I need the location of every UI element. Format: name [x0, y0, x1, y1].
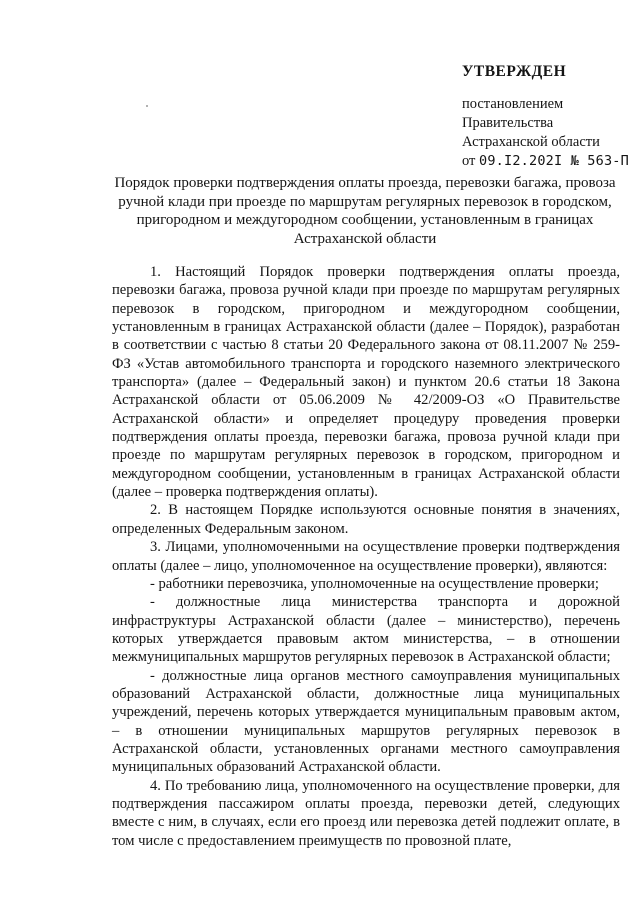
scan-speck	[146, 105, 148, 107]
paragraph-3: 3. Лицами, уполномоченными на осуществление проверки подтверждения оплаты (далее – лицо, уполномоченное на осуществление проверки), являются:	[112, 539, 620, 574]
paragraph-2: 2. В настоящем Порядке используются основные понятия в значениях, определенных Федеральным законом.	[112, 502, 620, 537]
approval-heading: УТВЕРЖДЕН	[462, 63, 567, 80]
list-item-municipal-officials: - должностные лица органов местного самоуправления муниципальных образований Астраханской области, должностные лица муниципальных учреждений, перечень которых утверждается муниципальным правовым актом, – в отношении муниципальных маршрутов регулярных перевозок в Астраханской области, установленных органами местного самоуправления муниципальных образований Астраханской области.	[112, 667, 620, 776]
paragraph-1: 1. Настоящий Порядок проверки подтверждения оплаты проезда, перевозки багажа, провоза ручной клади при проезде по маршрутам регулярных перевозок в городском, пригородном и междугородном сообщении, установленным в границах Астраханской области (далее – Порядок), разработан в соответствии с частью 8 статьи 20 Федерального закона от 08.11.2007 № 259-ФЗ «Устав автомобильного транспорта и городского наземного электрического транспорта» (далее – Федеральный закон) и пунктом 20.6 статьи 18 Закона Астраханской области от 05.06.2009 № 42/2009-ОЗ «О Правительстве Астраханской области» и определяет процедуру проведения проверки подтверждения оплаты проезда, перевозки багажа, провоза ручной клади при проезде по маршрутам регулярных перевозок в городском, пригородном и междугородном сообщении, установленным в границах Астраханской области (далее – проверка подтверждения оплаты).	[112, 264, 620, 501]
approval-line-3: Астраханской области	[462, 134, 600, 150]
approval-date-number: 09.I2.202I № 563-П	[479, 153, 629, 169]
list-item-carrier-workers: - работники перевозчика, уполномоченные на осуществление проверки;	[150, 575, 599, 592]
paragraph-4: 4. По требованию лица, уполномоченного на осуществление проверки, для подтверждения пассажиром оплаты проезда, перевозки детей, следующих вместе с ним, в случаях, если его проезд или перевозка детей подлежит оплате, в том числе с предоставлением преимуществ по провозной плате,	[112, 777, 620, 849]
list-item-ministry-officials: - должностные лица министерства транспорта и дорожной инфраструктуры Астраханской области (далее – министерство), перечень которых утверждается правовым актом министерства, – в отношении межмуниципальных маршрутов регулярных перевозок в Астраханской области;	[112, 594, 620, 666]
approval-block	[462, 62, 638, 171]
approval-line-1: постановлением	[462, 96, 564, 112]
approval-date-prefix: от	[462, 153, 476, 169]
approval-date-line	[462, 152, 638, 171]
document-title: Порядок проверки подтверждения оплаты проезда, перевозки багажа, провоза ручной клади при проезде по маршрутам регулярных перевозок в городском, пригородном и междугородном сообщении, установленным в границах Астраханской области	[114, 175, 616, 247]
document-body	[112, 263, 620, 850]
approval-line-2: Правительства	[462, 115, 554, 131]
